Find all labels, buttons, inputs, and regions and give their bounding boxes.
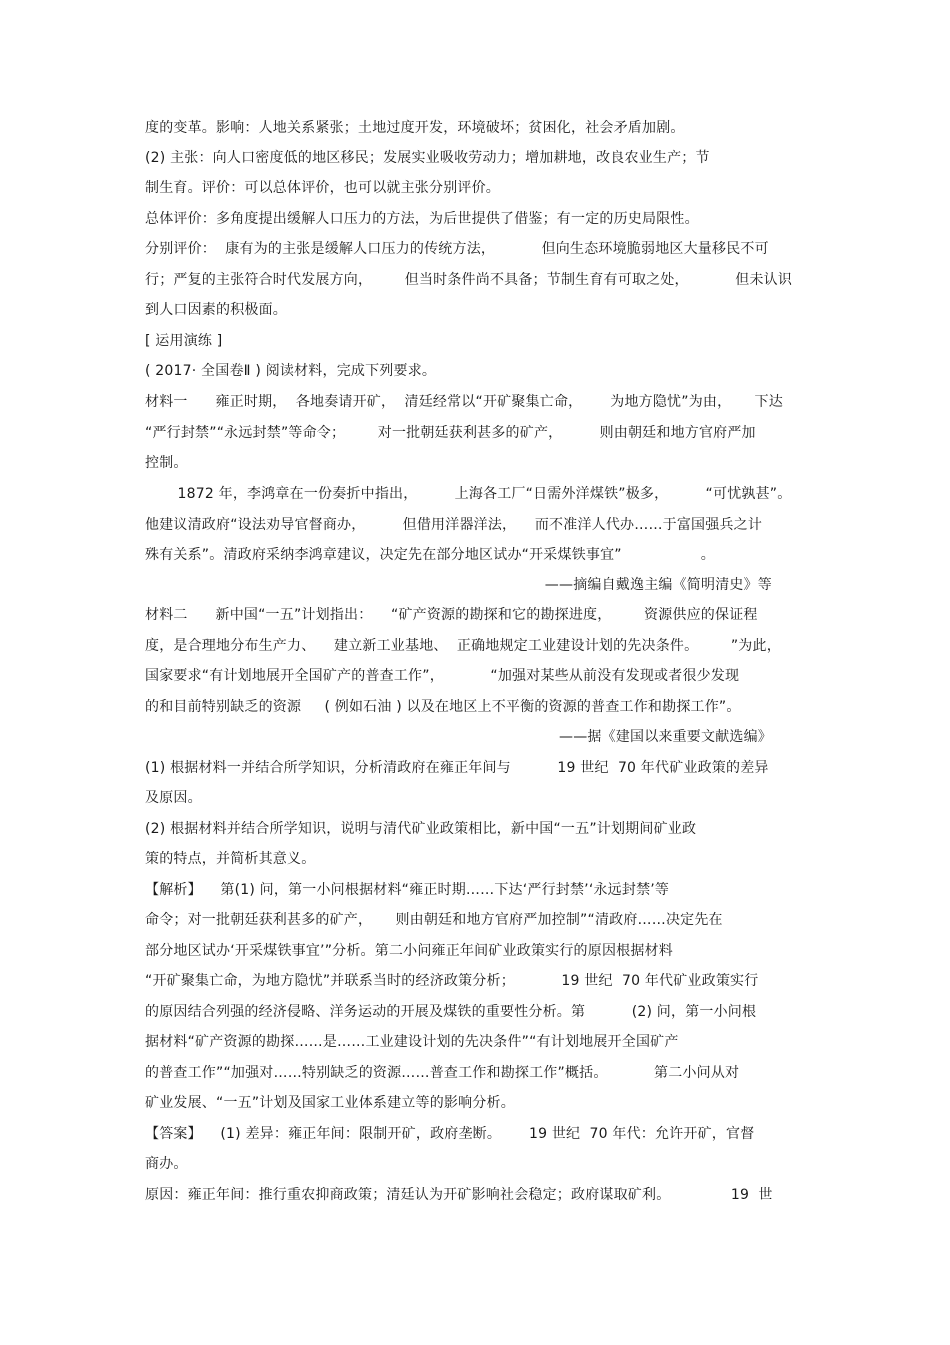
text-line: 命令；对一批朝廷获利甚多的矿产， 则由朝廷和地方官府严加控制”“清政府……决定先在	[145, 912, 723, 928]
text-line: 原因：雍正年间：推行重农抑商政策；清廷认为开矿影响社会稳定；政府谋取矿利。 19 世	[145, 1187, 773, 1203]
text-line: 及原因。	[145, 790, 202, 806]
material-two: 材料二 新中国“一五”计划指出： “矿产资源的勘探和它的勘探进度， 资源供应的保证程	[145, 607, 758, 623]
text-line: 他建议清政府“设法劝导官督商办， 但借用洋器洋法， 而不准洋人代办……于富国强兵之计	[145, 517, 763, 533]
citation: ——摘编自戴逸主编《简明清史》等	[544, 577, 772, 593]
text-line: 行；严复的主张符合时代发展方向， 但当时条件尚不具备；节制生育有可取之处， 但未认识	[145, 272, 793, 288]
text-line: (2) 主张：向人口密度低的地区移民；发展实业吸收劳动力；增加耕地，改良农业生产；节	[145, 150, 710, 166]
text-line: 到人口因素的积极面。	[145, 302, 287, 318]
text-line: 据材料“矿产资源的勘探……是……工业建设计划的先决条件”“有计划地展开全国矿产	[145, 1034, 679, 1050]
section-heading: [ 运用演练 ]	[145, 333, 223, 349]
text-line: 度的变革。影响：人地关系紧张；土地过度开发，环境破坏；贫困化，社会矛盾加剧。	[145, 120, 685, 136]
text-line: 策的特点，并简析其意义。	[145, 851, 316, 867]
text-line: 殊有关系”。清政府采纳李鸿章建议，决定先在部分地区试办“开采煤铁事宜” 。	[145, 547, 716, 563]
text-line: “开矿聚集亡命，为地方隐忧”并联系当时的经济政策分析； 19 世纪 70 年代矿业政策实行	[145, 973, 759, 989]
material-one: 材料一 雍正时期， 各地奏请开矿， 清廷经常以“开矿聚集亡命， 为地方隐忧”为由， 下达	[145, 394, 783, 410]
answer-paragraph: 【答案】 (1) 差异：雍正年间：限制开矿，政府垄断。 19 世纪 70 年代：允许开矿，官督	[145, 1126, 755, 1142]
text-line: 的原因结合列强的经济侵略、洋务运动的开展及煤铁的重要性分析。第 (2) 问，第一小问根	[145, 1004, 757, 1020]
text-line: 商办。	[145, 1156, 188, 1172]
text-line: “严行封禁”“永远封禁”等命令； 对一批朝廷获利甚多的矿产， 则由朝廷和地方官府严加	[145, 425, 756, 441]
text-line: 的和目前特别缺乏的资源 ( 例如石油 ) 以及在地区上不平衡的资源的普查工作和勘探工作”。	[145, 699, 741, 715]
text-line: 度，是合理地分布生产力、 建立新工业基地、 正确地规定工业建设计划的先决条件。 ”为此，	[145, 638, 781, 654]
text-line: 1872 年，李鸿章在一份奏折中指出， 上海各工厂“日需外洋煤铁”极多， “可忧孰甚”。	[145, 486, 792, 502]
text-line: 分别评价： 康有为的主张是缓解人口压力的传统方法， 但向生态环境脆弱地区大量移民不可	[145, 241, 769, 257]
question-source: ( 2017· 全国卷Ⅱ ) 阅读材料，完成下列要求。	[145, 363, 437, 379]
text-line: 制生育。评价：可以总体评价，也可以就主张分别评价。	[145, 180, 500, 196]
question-1: (1) 根据材料一并结合所学知识，分析清政府在雍正年间与 19 世纪 70 年代矿业政策的差异	[145, 760, 769, 776]
analysis-paragraph: 【解析】 第(1) 问，第一小问根据材料“雍正时期……下达‘严行封禁’‘永远封禁’等	[145, 882, 670, 898]
text-line: 矿业发展、“一五”计划及国家工业体系建立等的影响分析。	[145, 1095, 515, 1111]
text-line: 的普查工作”“加强对……特别缺乏的资源……普查工作和勘探工作”概括。 第二小问从对	[145, 1065, 740, 1081]
text-line: 控制。	[145, 455, 188, 471]
citation: ——据《建国以来重要文献选编》	[559, 729, 772, 745]
text-line: 国家要求“有计划地展开全国矿产的普查工作”， “加强对某些从前没有发现或者很少发现	[145, 668, 740, 684]
text-line: 部分地区试办‘开采煤铁事宜’”分析。第二小问雍正年间矿业政策实行的原因根据材料	[145, 943, 673, 959]
question-2: (2) 根据材料并结合所学知识，说明与清代矿业政策相比，新中国“一五”计划期间矿业政	[145, 821, 697, 837]
text-line: 总体评价：多角度提出缓解人口压力的方法，为后世提供了借鉴；有一定的历史局限性。	[145, 211, 699, 227]
